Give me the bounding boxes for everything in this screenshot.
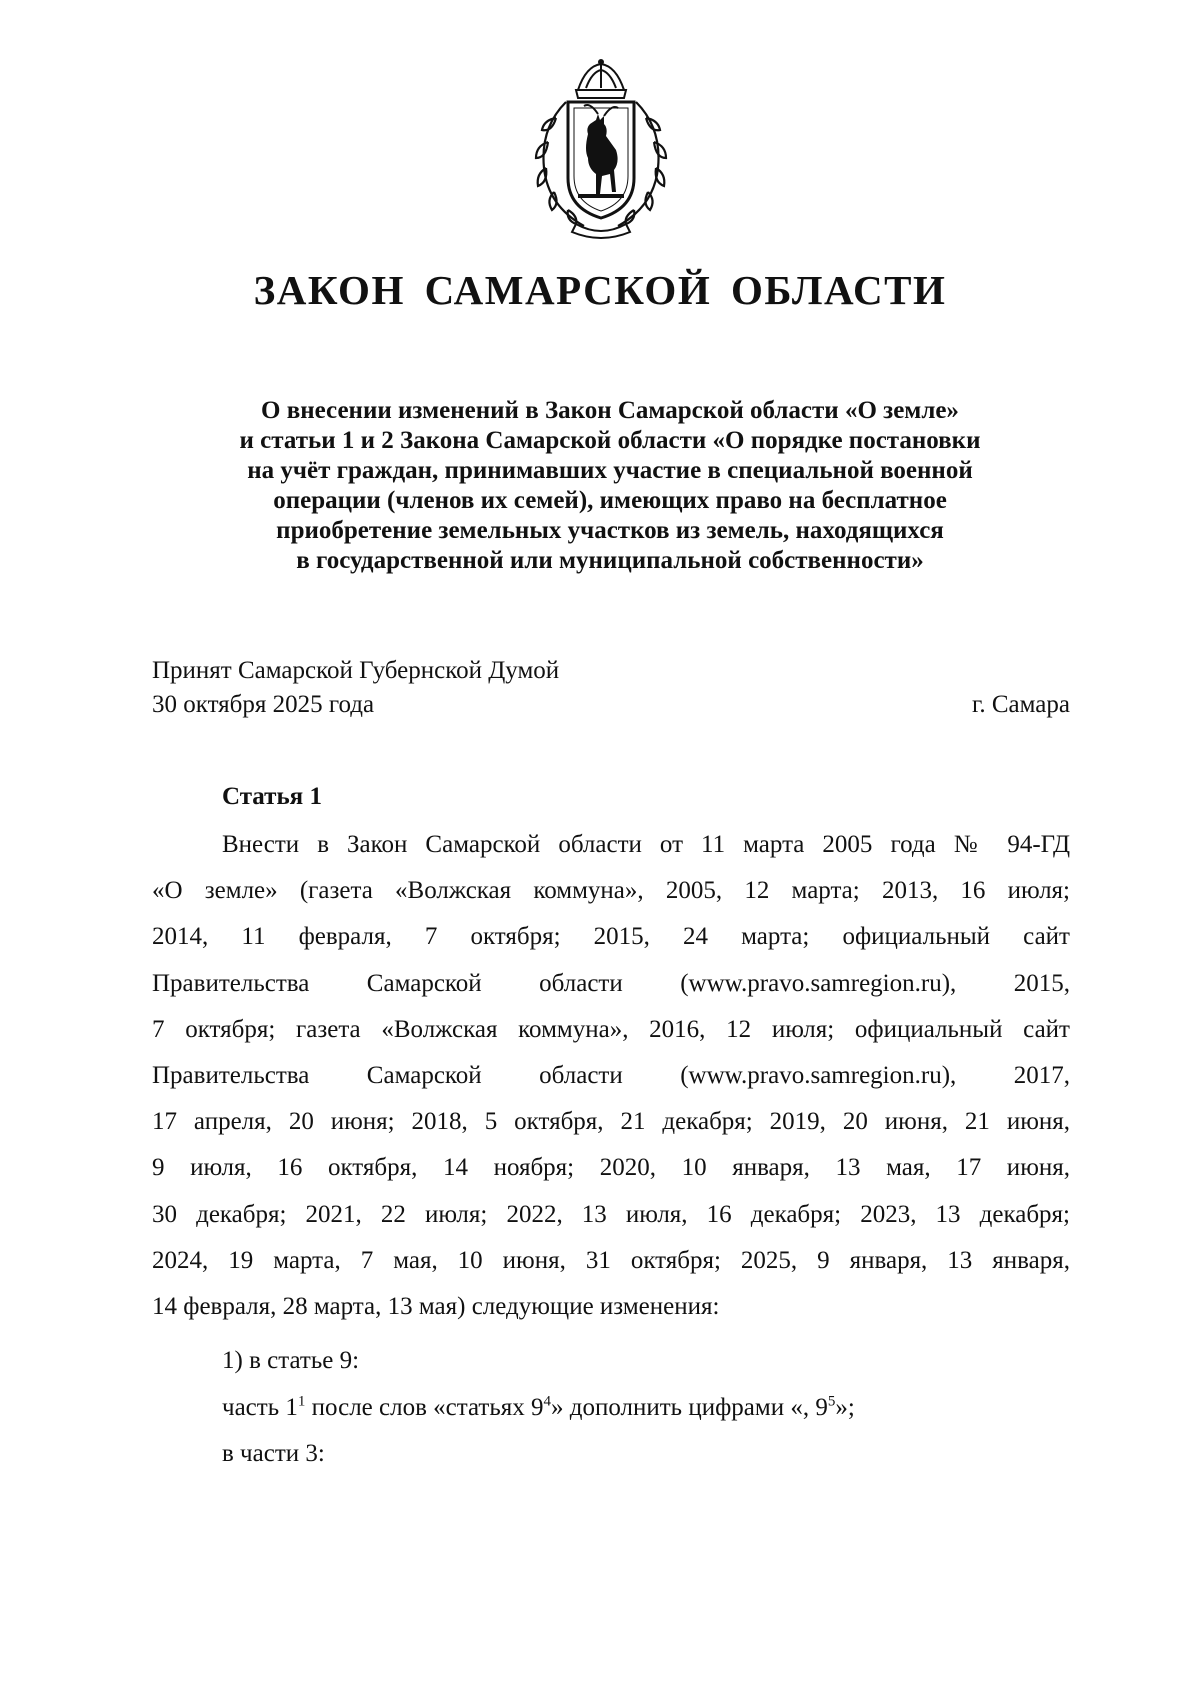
- article-line: 2014, 11 февраля, 7 октября; 2015, 24 марта; официальный сайт: [152, 923, 1070, 951]
- subtitle-line: на учёт граждан, принимавших участие в специальной военной: [247, 457, 973, 484]
- subtitle-line: операции (членов их семей), имеющих право на бесплатное: [273, 487, 947, 514]
- subtitle-line: приобретение земельных участков из земель, находящихся: [276, 517, 944, 544]
- amendment-items: [222, 1338, 855, 1478]
- item-text: »;: [835, 1393, 855, 1421]
- article-body: [152, 822, 1070, 1330]
- article-line: 30 декабря; 2021, 22 июля; 2022, 13 июля, 16 декабря; 2023, 13 декабря;: [152, 1200, 1070, 1228]
- city: г. Самара: [971, 691, 1070, 718]
- adopted-date: 30 октября 2025 года: [152, 691, 375, 718]
- samara-coat-of-arms: [526, 58, 676, 240]
- article-line: 2024, 19 марта, 7 мая, 10 июня, 31 октября; 2025, 9 января, 13 января,: [152, 1246, 1070, 1274]
- article-line: 9 июля, 16 октября, 14 ноября; 2020, 10 января, 13 мая, 17 июня,: [152, 1154, 1070, 1182]
- subtitle-line: в государственной или муниципальной собственности»: [296, 547, 924, 574]
- article-line: Внести в Закон Самарской области от 11 марта 2005 года № 94-ГД: [222, 831, 1070, 858]
- subtitle-line: О внесении изменений в Закон Самарской области «О земле»: [261, 397, 959, 424]
- law-subtitle: [150, 396, 1070, 576]
- item-text: после слов «статьях 9: [305, 1393, 544, 1421]
- adopted-by: Принят Самарской Губернской Думой: [152, 657, 560, 684]
- article-line: Правительства Самарской области (www.pravo.samregion.ru), 2015,: [152, 969, 1070, 997]
- article-heading: Статья 1: [222, 783, 322, 810]
- law-title: ЗАКОН САМАРСКОЙ ОБЛАСТИ: [253, 267, 947, 313]
- article-line: 7 октября; газета «Волжская коммуна», 2016, 12 июля; официальный сайт: [152, 1015, 1070, 1043]
- item-text: » дополнить цифрами «, 9: [551, 1393, 828, 1421]
- amendment-item: 1) в статье 9:: [222, 1347, 360, 1374]
- subtitle-line: и статьи 1 и 2 Закона Самарской области «О порядке постановки: [239, 427, 981, 454]
- article-line: 17 апреля, 20 июня; 2018, 5 октября, 21 декабря; 2019, 20 июня, 21 июня,: [152, 1108, 1070, 1136]
- item-text: часть 1: [222, 1393, 298, 1421]
- item-superscript: 5: [827, 1393, 836, 1410]
- amendment-item: в части 3:: [222, 1440, 325, 1467]
- item-superscript: 1: [297, 1393, 306, 1410]
- article-line: Правительства Самарской области (www.pravo.samregion.ru), 2017,: [152, 1061, 1070, 1089]
- adoption-info: [152, 654, 559, 722]
- article-line: 14 февраля, 28 марта, 13 мая) следующие изменения:: [152, 1292, 720, 1320]
- amendment-item: [222, 1385, 855, 1432]
- item-superscript: 4: [543, 1393, 551, 1410]
- article-line: «О земле» (газета «Волжская коммуна», 2005, 12 марта; 2013, 16 июля;: [152, 877, 1070, 905]
